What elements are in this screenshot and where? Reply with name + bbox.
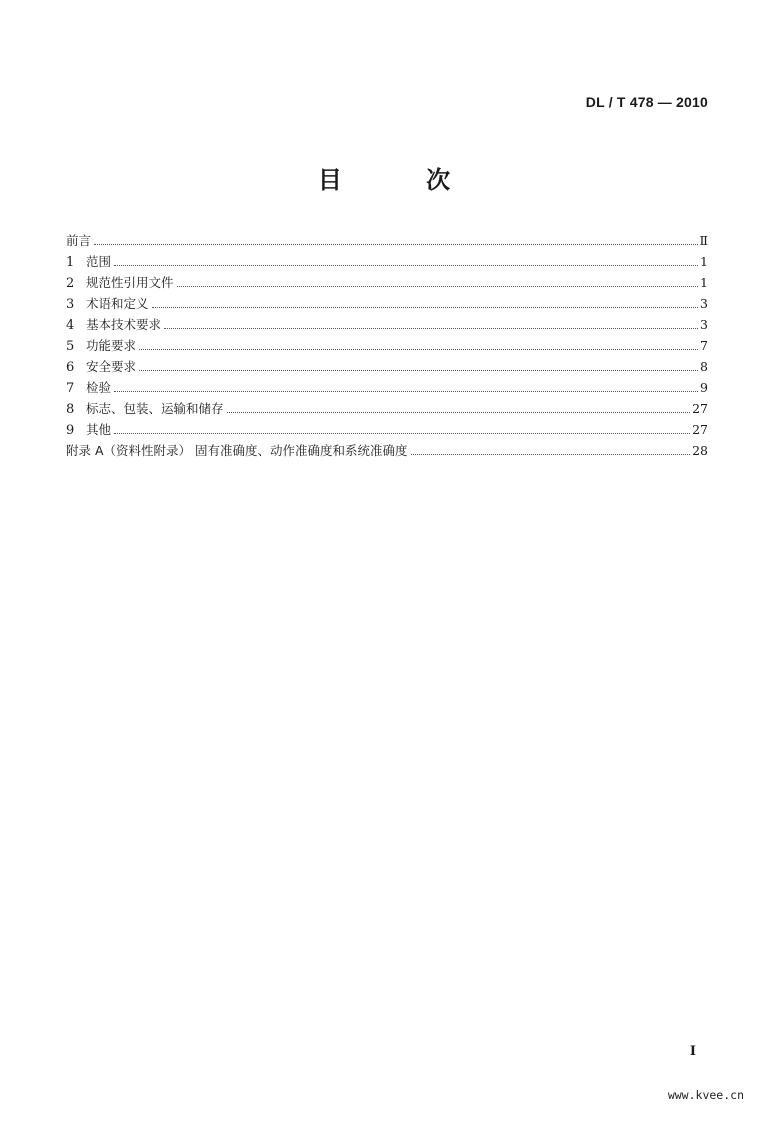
toc-entry-9[interactable] — [66, 419, 708, 440]
table-of-contents — [66, 230, 708, 461]
page-title: 目 次 — [317, 166, 489, 194]
toc-entry-number: 7 — [66, 381, 75, 396]
toc-entry-4[interactable] — [66, 314, 708, 335]
toc-entry-page: 8 — [700, 359, 708, 374]
toc-entry-page: 9 — [700, 380, 708, 395]
toc-dot-leader — [94, 243, 697, 245]
toc-entry-page: 27 — [692, 422, 708, 437]
toc-dot-leader — [177, 285, 699, 287]
toc-entry-1[interactable] — [66, 251, 708, 272]
toc-entry-page: 1 — [700, 254, 708, 269]
toc-entry-number: 3 — [66, 297, 75, 312]
toc-entry-number: 8 — [66, 402, 75, 417]
toc-entry-5[interactable] — [66, 335, 708, 356]
toc-entry-label: 功能要求 — [86, 338, 137, 353]
toc-dot-leader — [139, 348, 698, 350]
toc-entry-page: 28 — [692, 443, 708, 458]
standard-code: DL / T 478 — 2010 — [585, 94, 708, 110]
toc-entry-8[interactable] — [66, 398, 708, 419]
toc-entry-7[interactable] — [66, 377, 708, 398]
toc-entry-page: 1 — [700, 275, 708, 290]
toc-entry-page: 27 — [692, 401, 708, 416]
toc-dot-leader — [411, 453, 691, 455]
toc-dot-leader — [139, 369, 698, 371]
toc-entry-label: 安全要求 — [86, 359, 137, 374]
toc-entry-number: 2 — [66, 276, 75, 291]
toc-entry-page: Ⅱ — [699, 233, 708, 248]
toc-dot-leader — [114, 390, 698, 392]
toc-entry-2[interactable] — [66, 272, 708, 293]
toc-entry-number: 5 — [66, 339, 75, 354]
toc-entry-page: 3 — [700, 296, 708, 311]
toc-entry-label: 其他 — [86, 422, 112, 437]
toc-entry-number: 6 — [66, 360, 75, 375]
toc-entry-6[interactable] — [66, 356, 708, 377]
toc-entry-label: 附录 A（资料性附录） 固有准确度、动作准确度和系统准确度 — [66, 443, 408, 458]
toc-entry-label: 范围 — [86, 254, 112, 269]
site-watermark: www.kvee.cn — [667, 1088, 744, 1102]
toc-dot-leader — [114, 432, 690, 434]
toc-entry-label: 检验 — [86, 380, 112, 395]
toc-entry-3[interactable] — [66, 293, 708, 314]
toc-dot-leader — [164, 327, 698, 329]
toc-entry-foreword[interactable] — [66, 230, 708, 251]
toc-entry-number: 9 — [66, 423, 75, 438]
toc-entry-page: 7 — [700, 338, 708, 353]
toc-entry-number: 1 — [66, 255, 75, 270]
toc-dot-leader — [152, 306, 699, 308]
toc-entry-appendix-a[interactable] — [66, 440, 708, 461]
toc-dot-leader — [227, 411, 691, 413]
toc-entry-label: 基本技术要求 — [86, 317, 162, 332]
toc-entry-label: 前言 — [66, 233, 92, 248]
toc-entry-label: 标志、包装、运输和储存 — [86, 401, 224, 416]
toc-entry-label: 规范性引用文件 — [86, 275, 174, 290]
toc-dot-leader — [114, 264, 698, 266]
toc-entry-number: 4 — [66, 318, 75, 333]
page-number: I — [689, 1044, 696, 1059]
toc-entry-label: 术语和定义 — [86, 296, 149, 311]
toc-entry-page: 3 — [700, 317, 708, 332]
